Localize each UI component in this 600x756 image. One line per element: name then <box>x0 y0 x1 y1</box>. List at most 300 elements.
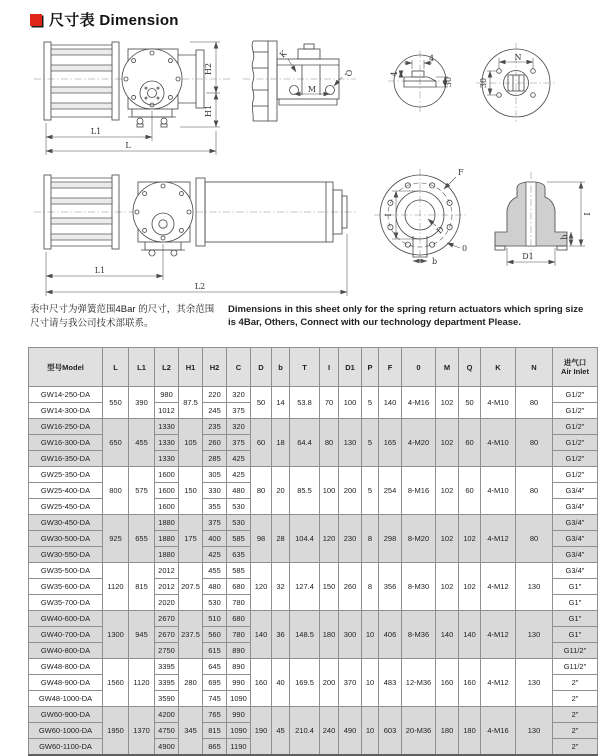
model-cell: GW16-350-DA <box>29 451 103 467</box>
cell-air: G3/4" <box>553 515 598 531</box>
col-header-D: D <box>251 348 272 387</box>
cell-I: 80 <box>320 419 339 467</box>
cell-C: 375 <box>227 403 251 419</box>
table-row <box>29 419 598 435</box>
cell-D1: 230 <box>339 515 362 563</box>
cell-D: 120 <box>251 563 272 611</box>
cell-L1: 945 <box>129 611 155 659</box>
col-header-L1: L1 <box>129 348 155 387</box>
air-inlet-header-zh: 进气口 <box>563 357 587 367</box>
dim-label-30-right: 30 <box>444 76 453 88</box>
cell-C: 990 <box>227 707 251 723</box>
col-header-O: 0 <box>402 348 436 387</box>
flange-section-drawing <box>495 172 592 266</box>
cell-T: 210.4 <box>290 707 320 756</box>
cell-O: 8-M20 <box>402 515 436 563</box>
dim-label-q: Q <box>344 69 353 77</box>
cell-L2: 4200 <box>155 707 179 723</box>
cell-H2: 815 <box>203 723 227 739</box>
cell-L2: 1012 <box>155 403 179 419</box>
cell-L2: 2670 <box>155 611 179 627</box>
cell-C: 530 <box>227 499 251 515</box>
col-header-K: K <box>481 348 516 387</box>
cell-K: 4-M12 <box>481 515 516 563</box>
cell-D1: 100 <box>339 387 362 419</box>
dim-label-b-section: b <box>560 234 569 240</box>
cell-P: 10 <box>362 659 379 707</box>
cell-H1: 237.5 <box>179 611 203 659</box>
cell-Q: 102 <box>459 563 481 611</box>
cell-K: 4-M12 <box>481 563 516 611</box>
cell-air: G1" <box>553 627 598 643</box>
cell-N: 130 <box>516 611 553 659</box>
table-row <box>29 387 598 403</box>
model-cell: GW30-500-DA <box>29 531 103 547</box>
cell-b: 20 <box>272 467 290 515</box>
cell-C: 425 <box>227 451 251 467</box>
cell-P: 5 <box>362 467 379 515</box>
cell-F: 483 <box>379 659 402 707</box>
cell-H2: 375 <box>203 515 227 531</box>
cell-H1: 207.5 <box>179 563 203 611</box>
model-cell: GW40-700-DA <box>29 627 103 643</box>
cell-P: 8 <box>362 563 379 611</box>
dim-label-o: 0 <box>462 244 468 253</box>
cell-H2: 745 <box>203 691 227 707</box>
dim-label-h2: H2 <box>204 62 213 76</box>
cell-C: 585 <box>227 563 251 579</box>
cell-L2: 1880 <box>155 547 179 563</box>
cell-N: 80 <box>516 515 553 563</box>
cell-T: 53.8 <box>290 387 320 419</box>
model-cell: GW25-400-DA <box>29 483 103 499</box>
cell-L1: 575 <box>129 467 155 515</box>
cell-K: 4-M12 <box>481 611 516 659</box>
cell-H2: 560 <box>203 627 227 643</box>
cell-L2: 2012 <box>155 563 179 579</box>
page-title: 尺寸表 Dimension <box>49 12 179 29</box>
cell-Q: 140 <box>459 611 481 659</box>
cell-O: 4-M16 <box>402 387 436 419</box>
cell-P: 5 <box>362 387 379 419</box>
note-chinese: 表中尺寸为弹簧范围4Bar 的尺寸，其余范围尺寸请与我公司技术部联系。 <box>30 304 215 329</box>
cell-L2: 1880 <box>155 515 179 531</box>
cell-F: 298 <box>379 515 402 563</box>
model-cell: GW16-250-DA <box>29 419 103 435</box>
model-cell: GW60-1000-DA <box>29 723 103 739</box>
cell-air: G3/4" <box>553 563 598 579</box>
cell-P: 10 <box>362 707 379 756</box>
cell-P: 10 <box>362 611 379 659</box>
cell-H2: 865 <box>203 739 227 756</box>
cell-C: 780 <box>227 595 251 611</box>
dimension-table-head <box>29 348 598 387</box>
cell-H2: 645 <box>203 659 227 675</box>
cell-D1: 200 <box>339 467 362 515</box>
cell-L1: 455 <box>129 419 155 467</box>
cell-I: 100 <box>320 467 339 515</box>
model-cell: GW40-600-DA <box>29 611 103 627</box>
cell-H1: 105 <box>179 419 203 467</box>
front-view-drawing <box>34 42 232 155</box>
cell-H2: 480 <box>203 579 227 595</box>
cell-D: 98 <box>251 515 272 563</box>
cell-L2: 2670 <box>155 627 179 643</box>
cell-C: 585 <box>227 531 251 547</box>
cell-C: 890 <box>227 643 251 659</box>
cell-Q: 50 <box>459 387 481 419</box>
cell-C: 635 <box>227 547 251 563</box>
model-cell: GW30-550-DA <box>29 547 103 563</box>
dim-label-b-flange: b <box>432 257 438 266</box>
cell-K: 4-M10 <box>481 467 516 515</box>
cell-air: 2" <box>553 739 598 756</box>
cell-T: 127.4 <box>290 563 320 611</box>
cell-N: 80 <box>516 387 553 419</box>
cell-M: 102 <box>436 467 459 515</box>
cell-C: 780 <box>227 627 251 643</box>
model-cell: GW14-250-DA <box>29 387 103 403</box>
cell-air: G3/4" <box>553 483 598 499</box>
header-row <box>29 348 598 387</box>
col-header-N: N <box>516 348 553 387</box>
model-cell: GW16-300-DA <box>29 435 103 451</box>
cell-C: 1090 <box>227 691 251 707</box>
cell-D1: 260 <box>339 563 362 611</box>
dim-label-4-left: 4 <box>390 71 399 77</box>
cell-air: G1/2" <box>553 419 598 435</box>
cell-K: 4-M16 <box>481 707 516 756</box>
cell-C: 990 <box>227 675 251 691</box>
cell-air: G11/2" <box>553 659 598 675</box>
cell-H2: 330 <box>203 483 227 499</box>
table-row <box>29 611 598 627</box>
col-header-L2: L2 <box>155 348 179 387</box>
cell-air: 2" <box>553 675 598 691</box>
cell-D: 190 <box>251 707 272 756</box>
cell-O: 12-M36 <box>402 659 436 707</box>
full-length-view-drawing <box>34 175 356 296</box>
model-cell: GW48-1000-DA <box>29 691 103 707</box>
key-detail-drawing <box>388 51 453 113</box>
cell-air: G1/2" <box>553 451 598 467</box>
dim-label-4-top: 4 <box>429 54 435 63</box>
model-cell: GW14-300-DA <box>29 403 103 419</box>
cell-C: 425 <box>227 467 251 483</box>
cell-H2: 245 <box>203 403 227 419</box>
cell-C: 375 <box>227 435 251 451</box>
cell-I: 180 <box>320 611 339 659</box>
dim-label-l1: L1 <box>90 127 102 136</box>
model-cell: GW35-500-DA <box>29 563 103 579</box>
cell-L2: 2012 <box>155 579 179 595</box>
dim-label-30-left: 30 <box>479 77 488 89</box>
dim-label-n: N <box>514 53 522 62</box>
cell-H1: 87.5 <box>179 387 203 419</box>
cell-I: 200 <box>320 659 339 707</box>
cell-L2: 3395 <box>155 675 179 691</box>
cell-L2: 4900 <box>155 739 179 756</box>
dim-label-f: F <box>458 168 464 177</box>
col-header-C: C <box>227 348 251 387</box>
cell-L2: 3590 <box>155 691 179 707</box>
cell-L2: 1600 <box>155 499 179 515</box>
cell-D1: 130 <box>339 419 362 467</box>
cell-L: 1120 <box>103 563 129 611</box>
cell-D: 80 <box>251 467 272 515</box>
table-row <box>29 707 598 723</box>
col-header-b: b <box>272 348 290 387</box>
cell-L1: 1370 <box>129 707 155 756</box>
cell-H1: 280 <box>179 659 203 707</box>
col-header-H1: H1 <box>179 348 203 387</box>
cell-H1: 175 <box>179 515 203 563</box>
bottom-flange-drawing <box>374 168 468 266</box>
cell-L2: 3395 <box>155 659 179 675</box>
red-square-bullet-icon <box>30 14 42 26</box>
cell-M: 102 <box>436 515 459 563</box>
cell-C: 680 <box>227 611 251 627</box>
cell-L: 925 <box>103 515 129 563</box>
cell-O: 8-M36 <box>402 611 436 659</box>
cell-N: 130 <box>516 563 553 611</box>
dim-label-m: M <box>307 85 317 94</box>
dim-label-k: K <box>277 48 289 60</box>
cell-L: 1560 <box>103 659 129 707</box>
model-cell: GW60-1100-DA <box>29 739 103 756</box>
model-cell: GW30-450-DA <box>29 515 103 531</box>
dim-label-d: D <box>434 224 446 236</box>
cell-H2: 400 <box>203 531 227 547</box>
cell-air: G3/4" <box>553 499 598 515</box>
model-cell: GW48-900-DA <box>29 675 103 691</box>
dim-label-i-section: I <box>583 212 592 216</box>
model-cell: GW25-350-DA <box>29 467 103 483</box>
cell-D1: 300 <box>339 611 362 659</box>
model-cell: GW48-800-DA <box>29 659 103 675</box>
col-header-H2: H2 <box>203 348 227 387</box>
col-header-air <box>553 348 598 387</box>
cell-T: 104.4 <box>290 515 320 563</box>
cell-air: G1" <box>553 611 598 627</box>
cell-air: G1/2" <box>553 467 598 483</box>
cell-M: 160 <box>436 659 459 707</box>
cell-D: 60 <box>251 419 272 467</box>
dim-label-d1: D1 <box>522 252 534 261</box>
col-header-P: P <box>362 348 379 387</box>
cell-air: 2" <box>553 691 598 707</box>
cell-b: 40 <box>272 659 290 707</box>
cell-D1: 490 <box>339 707 362 756</box>
cell-L1: 390 <box>129 387 155 419</box>
cell-H2: 235 <box>203 419 227 435</box>
note-english: Dimensions in this sheet only for the spring return actuators which spring size is 4Bar, Others, Connect with our technology department Please. <box>228 304 584 329</box>
cell-L: 800 <box>103 467 129 515</box>
cell-N: 80 <box>516 467 553 515</box>
cell-K: 4-M12 <box>481 659 516 707</box>
cell-b: 14 <box>272 387 290 419</box>
cell-Q: 102 <box>459 515 481 563</box>
cell-Q: 160 <box>459 659 481 707</box>
cell-F: 406 <box>379 611 402 659</box>
col-header-Q: Q <box>459 348 481 387</box>
cell-L1: 815 <box>129 563 155 611</box>
cell-H2: 695 <box>203 675 227 691</box>
cell-F: 140 <box>379 387 402 419</box>
cell-L: 1300 <box>103 611 129 659</box>
section-header <box>30 9 179 30</box>
table-row <box>29 563 598 579</box>
cell-F: 165 <box>379 419 402 467</box>
cell-air: G1/2" <box>553 435 598 451</box>
cell-L: 550 <box>103 387 129 419</box>
col-header-model: 型号Model <box>29 348 103 387</box>
cell-K: 4-M10 <box>481 419 516 467</box>
cell-b: 36 <box>272 611 290 659</box>
cell-P: 8 <box>362 515 379 563</box>
cell-F: 356 <box>379 563 402 611</box>
cell-L2: 1880 <box>155 531 179 547</box>
cell-N: 130 <box>516 659 553 707</box>
cell-T: 64.4 <box>290 419 320 467</box>
col-header-L: L <box>103 348 129 387</box>
cell-L2: 4750 <box>155 723 179 739</box>
cell-air: G3/4" <box>553 531 598 547</box>
cell-M: 102 <box>436 387 459 419</box>
col-header-I: I <box>320 348 339 387</box>
cell-C: 1190 <box>227 739 251 756</box>
cell-H2: 425 <box>203 547 227 563</box>
model-cell: GW25-450-DA <box>29 499 103 515</box>
cell-M: 140 <box>436 611 459 659</box>
cell-L: 650 <box>103 419 129 467</box>
cell-H1: 345 <box>179 707 203 756</box>
cell-H2: 220 <box>203 387 227 403</box>
cell-H2: 355 <box>203 499 227 515</box>
cell-H1: 150 <box>179 467 203 515</box>
cell-L2: 2020 <box>155 595 179 611</box>
cell-O: 20-M36 <box>402 707 436 756</box>
cell-air: G1" <box>553 579 598 595</box>
model-cell: GW35-600-DA <box>29 579 103 595</box>
cell-H2: 530 <box>203 595 227 611</box>
cell-L2: 2750 <box>155 643 179 659</box>
top-flange-drawing <box>476 43 556 123</box>
cell-H2: 765 <box>203 707 227 723</box>
cell-C: 680 <box>227 579 251 595</box>
cell-air: G1/2" <box>553 387 598 403</box>
dim-label-i-flange: I <box>384 213 393 217</box>
cell-H2: 305 <box>203 467 227 483</box>
cell-D: 140 <box>251 611 272 659</box>
col-header-M: M <box>436 348 459 387</box>
cell-P: 5 <box>362 419 379 467</box>
cell-H2: 455 <box>203 563 227 579</box>
cell-D1: 370 <box>339 659 362 707</box>
cell-b: 18 <box>272 419 290 467</box>
cell-I: 120 <box>320 515 339 563</box>
cell-b: 32 <box>272 563 290 611</box>
cell-I: 70 <box>320 387 339 419</box>
model-cell: GW40-800-DA <box>29 643 103 659</box>
cell-K: 4-M10 <box>481 387 516 419</box>
cell-M: 102 <box>436 419 459 467</box>
cell-L2: 1330 <box>155 419 179 435</box>
dim-label-h1: H1 <box>204 104 213 118</box>
cell-air: G3/4" <box>553 547 598 563</box>
dim-label-l1-bottom: L1 <box>94 266 106 275</box>
col-header-D1: D1 <box>339 348 362 387</box>
cell-M: 180 <box>436 707 459 756</box>
cell-Q: 180 <box>459 707 481 756</box>
cell-L2: 1600 <box>155 483 179 499</box>
cell-b: 28 <box>272 515 290 563</box>
cell-L2: 980 <box>155 387 179 403</box>
cell-T: 169.5 <box>290 659 320 707</box>
cell-air: G1" <box>553 595 598 611</box>
cell-T: 148.5 <box>290 611 320 659</box>
cell-C: 480 <box>227 483 251 499</box>
cell-C: 320 <box>227 387 251 403</box>
cell-air: 2" <box>553 723 598 739</box>
cell-I: 150 <box>320 563 339 611</box>
side-view-drawing <box>243 41 356 121</box>
dim-label-l2: L2 <box>194 282 206 291</box>
dim-label-l: L <box>125 141 131 150</box>
cell-air: G1/2" <box>553 403 598 419</box>
cell-H2: 260 <box>203 435 227 451</box>
cell-air: G11/2" <box>553 643 598 659</box>
dimension-table <box>28 347 598 756</box>
model-cell: GW35-700-DA <box>29 595 103 611</box>
cell-L2: 1330 <box>155 435 179 451</box>
cell-D: 50 <box>251 387 272 419</box>
air-inlet-header-en: Air Inlet <box>561 367 589 376</box>
cell-I: 240 <box>320 707 339 756</box>
drawing-row-2 <box>0 158 600 304</box>
cell-N: 80 <box>516 419 553 467</box>
table-row <box>29 659 598 675</box>
cell-F: 254 <box>379 467 402 515</box>
cell-O: 8-M16 <box>402 467 436 515</box>
cell-H2: 285 <box>203 451 227 467</box>
cell-M: 102 <box>436 563 459 611</box>
cell-b: 45 <box>272 707 290 756</box>
cell-H2: 510 <box>203 611 227 627</box>
cell-L1: 655 <box>129 515 155 563</box>
cell-L2: 1330 <box>155 451 179 467</box>
table-row <box>29 515 598 531</box>
cell-C: 890 <box>227 659 251 675</box>
cell-D: 160 <box>251 659 272 707</box>
cell-O: 8-M30 <box>402 563 436 611</box>
cell-N: 130 <box>516 707 553 756</box>
col-header-F: F <box>379 348 402 387</box>
col-header-T: T <box>290 348 320 387</box>
cell-C: 320 <box>227 419 251 435</box>
model-cell: GW60-900-DA <box>29 707 103 723</box>
cell-L: 1950 <box>103 707 129 756</box>
cell-air: 2" <box>553 707 598 723</box>
dimension-table-body <box>29 387 598 756</box>
cell-T: 85.5 <box>290 467 320 515</box>
cell-O: 4-M20 <box>402 419 436 467</box>
cell-H2: 615 <box>203 643 227 659</box>
cell-Q: 60 <box>459 467 481 515</box>
cell-L1: 1120 <box>129 659 155 707</box>
cell-C: 530 <box>227 515 251 531</box>
cell-Q: 60 <box>459 419 481 467</box>
